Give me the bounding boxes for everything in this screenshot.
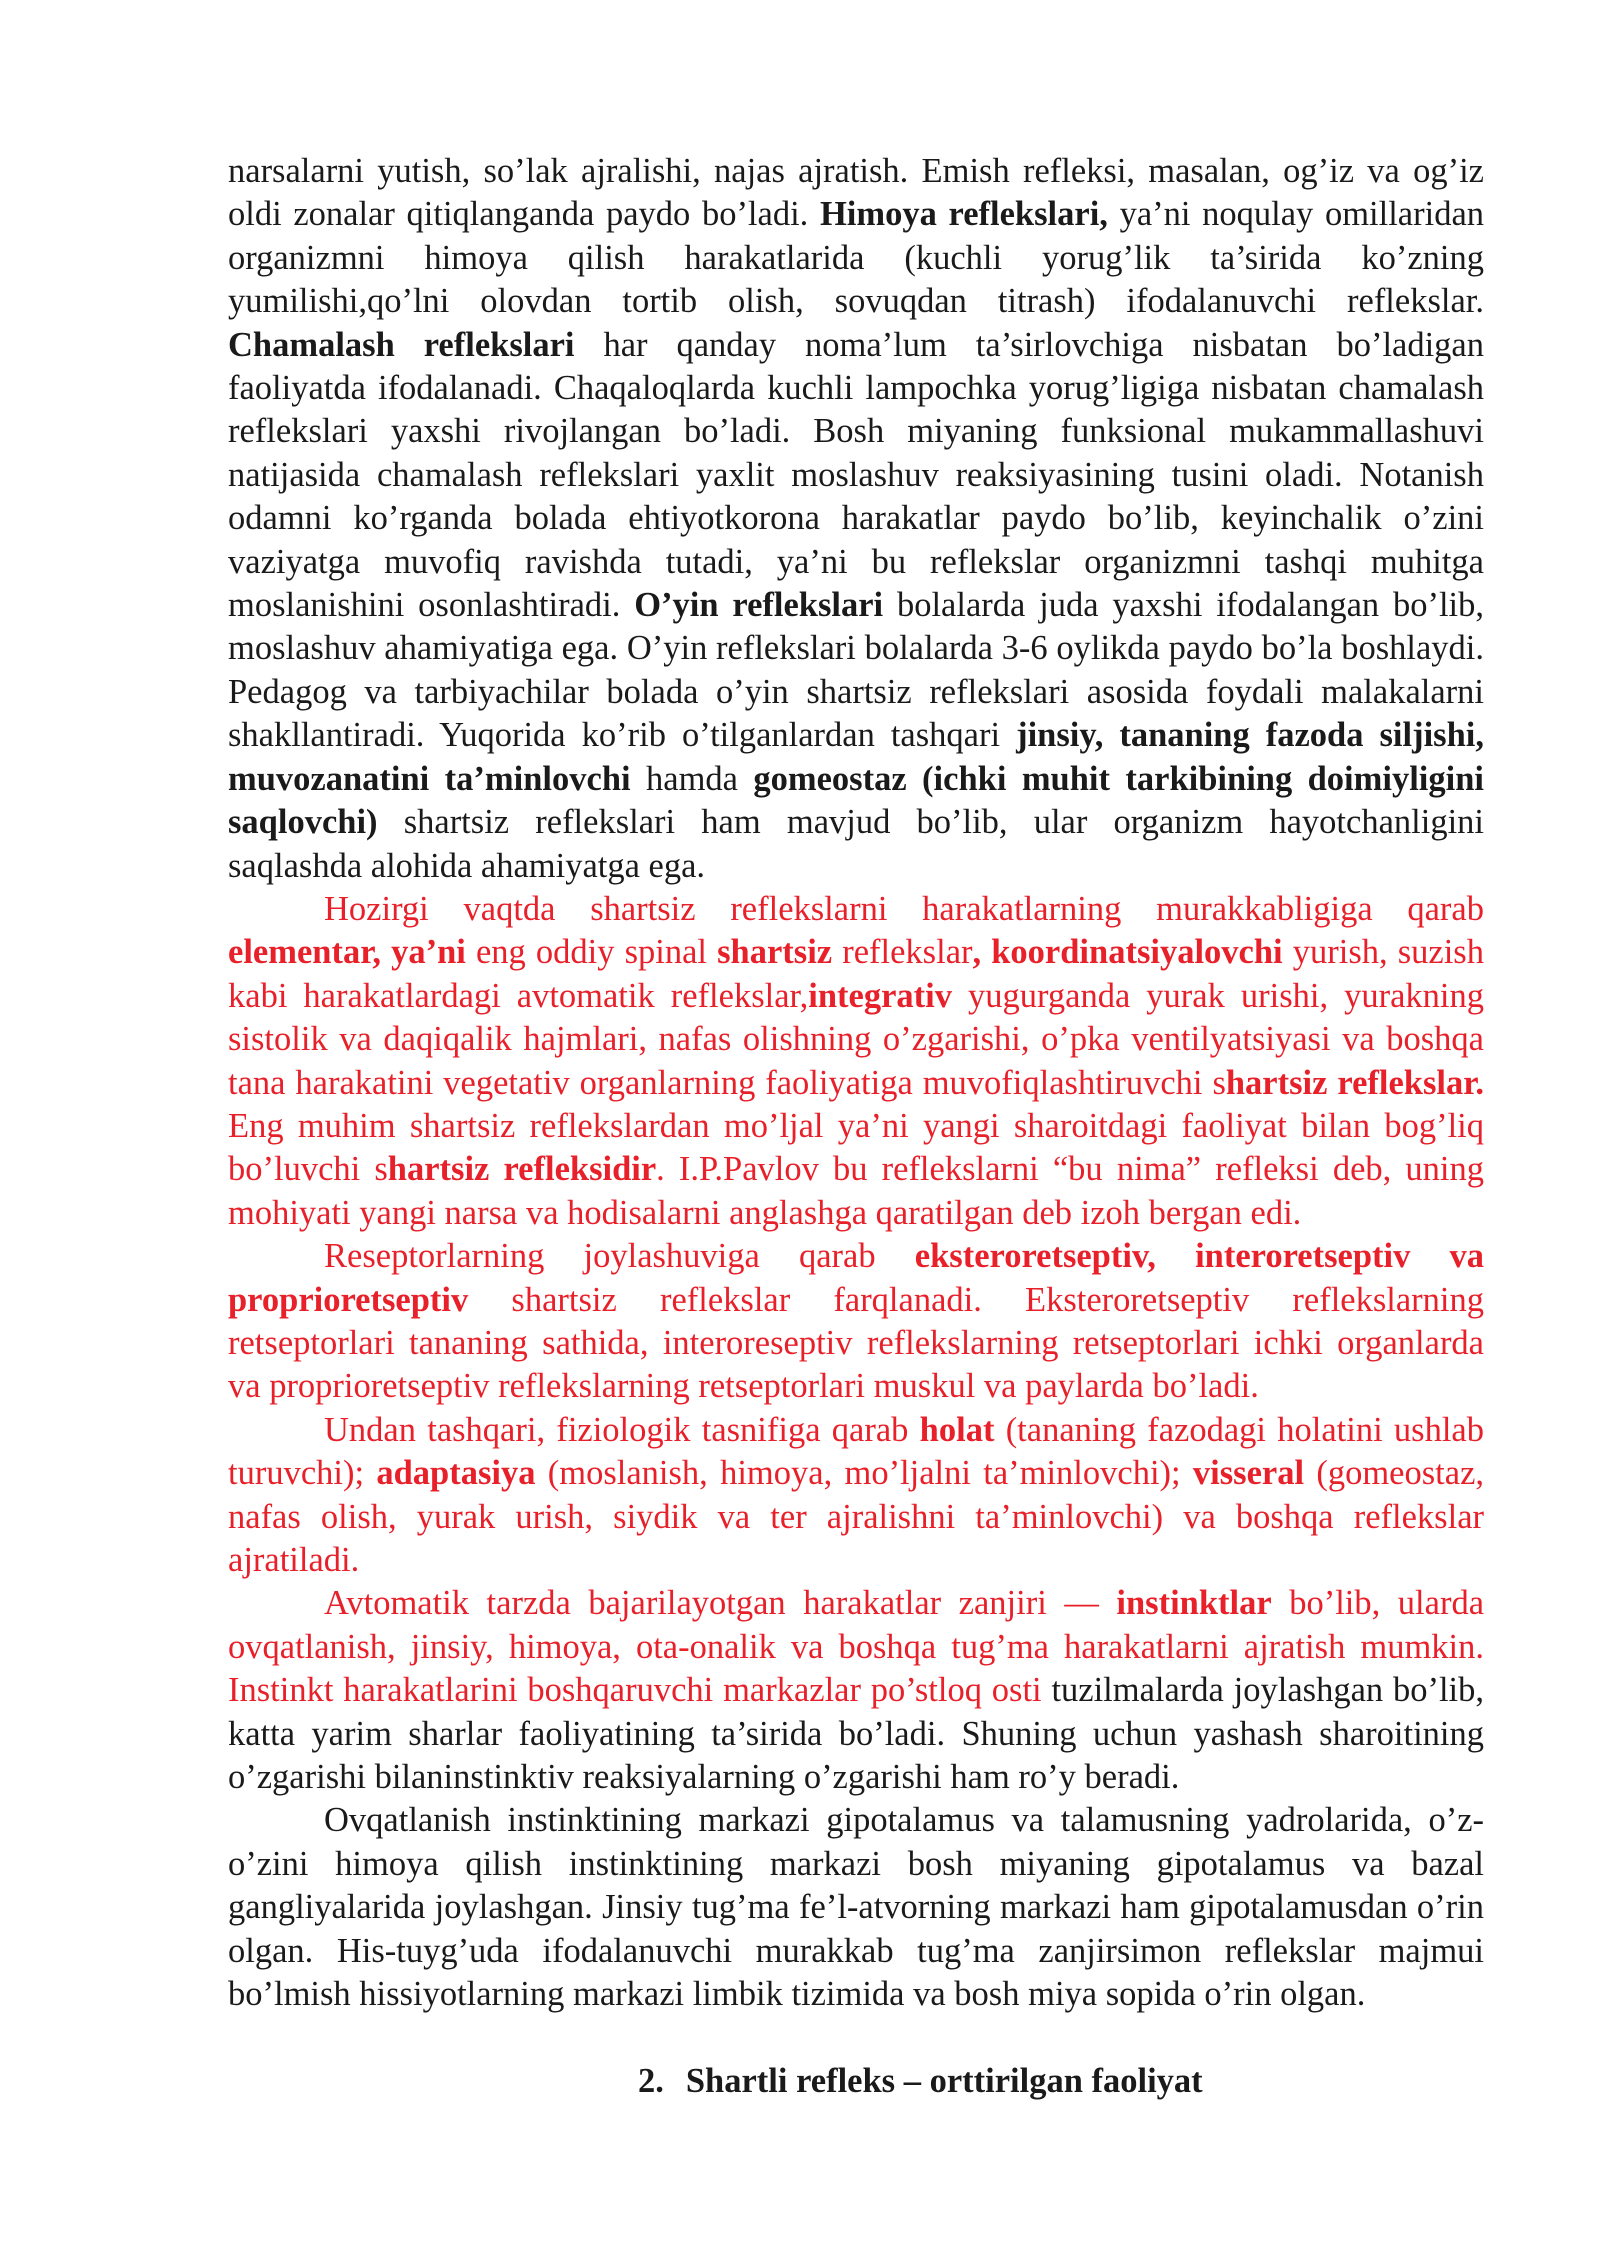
term-visseral: visseral [1192, 1454, 1305, 1493]
term-elementar: elementar, ya’ni [228, 933, 466, 972]
text-run: reflekslar [832, 933, 973, 972]
text-run: Ovqatlanish instinktining markazi gipotalamus va talamusning yadrolarida, o’z-o’zini himoya qilish instinktining markazi bosh miyaning gipotalamus va bazal gangliyalarida joylashgan. Jinsiy tug’ma fe’l-atvorning markazi ham gipotalamusdan o’rin olgan. His-tuyg’uda ifodalanuvchi murakkab tug’ma zanjirsimon reflekslar majmui bo’lmish hissiyotlarning markazi limbik tizimida va bosh miya sopida o’rin olgan. [228, 1801, 1484, 2014]
term-gomeostaz: gomeostaz (ichki muhit tarkibining doimiyligini saqlovchi) [228, 759, 1484, 842]
text-run: Avtomatik tarzda bajarilayotgan harakatlar zanjiri — [324, 1584, 1117, 1623]
text-run: Hozirgi vaqtda shartsiz reflekslarni harakatlarning murakkabligiga qarab [324, 889, 1484, 928]
text-run: bolalarda juda yaxshi ifodalangan bo’lib, moslashuv ahamiyatiga ega. O’yin reflekslari bolalarda 3-6 oylikda paydo bo’la boshlaydi. Pedagog va tarbiyachilar bolada o’yin shartsiz reflekslari asosida foydali malakalarni shakllantiradi. Yuqorida ko’rib o’tilganlardan tashqari [228, 586, 1484, 755]
text-run: Undan tashqari, fiziologik tasnifiga qarab [324, 1410, 920, 1449]
term-adaptasiya: adaptasiya [376, 1454, 536, 1493]
paragraph-instinct-centers [228, 1799, 1484, 2016]
text-run: Reseptorlarning joylashuviga qarab [324, 1237, 915, 1276]
text-run: (gomeostaz, nafas olish, yurak urish, siydik va ter ajralishni ta’minlovchi) va boshqa reflekslar ajratiladi. [228, 1454, 1485, 1579]
term-integrativ: integrativ [808, 976, 952, 1015]
text-run: eng oddiy spinal [465, 933, 718, 972]
text-run: shartsiz reflekslari ham mavjud bo’lib, ular organizm hayotchanligini saqlashda alohida ahamiyatga ega. [228, 803, 1484, 885]
paragraph-reflex-types [228, 150, 1484, 888]
text-run: Eng muhim shartsiz reflekslardan mo’ljal ya’ni yangi sharoitdagi faoliyat bilan bog’liq bo’luvchi s [228, 1106, 1484, 1189]
section-heading [228, 2060, 1484, 2103]
section-number: 2. [638, 2062, 664, 2101]
term-oyin-reflekslari: O’yin reflekslari [634, 586, 884, 625]
text-run: yugurganda yurak urishi, yurakning sistolik va daqiqalik hajmlari, nafas olishning o’zgarishi, o’pka ventilyatsiyasi va boshqa tana harakatini vegetativ organlarning faoliyatiga muvofiqlashtiruvchi s [228, 976, 1485, 1102]
term-jinsiy: jinsiy, tananing fazoda siljishi, muvozanatini ta’minlovchi [228, 716, 1484, 798]
term-koordinatsiyalovchi: , koordinatsiyalovchi [972, 933, 1283, 972]
document-page [228, 150, 1484, 2104]
term-shartsiz: shartsiz [717, 933, 833, 972]
text-run: ya’ni noqulay omillaridan organizmni himoya qilish harakatlarida (kuchli yorug’lik ta’sirida ko’zning yumilishi,qo’lni olovdan tortib olish, sovuqdan titrash) ifodalanuvchi reflekslar. [228, 195, 1485, 321]
section-title: Shartli refleks – orttirilgan faoliyat [685, 2062, 1203, 2101]
text-run: . I.P.Pavlov bu reflekslarni “bu nima” refleksi deb, uning mohiyati yangi narsa va hodisalarni anglashga qaratilgan deb izoh bergan edi. [228, 1150, 1484, 1232]
term-himoya-reflekslari: Himoya reflekslari, [819, 195, 1108, 234]
term-receptor-types: eksteroretseptiv, interoretseptiv va proprioretseptiv [228, 1237, 1484, 1319]
paragraph-complexity-classification [228, 888, 1484, 1235]
term-shartsiz-reflekslar: hartsiz reflekslar. [1225, 1063, 1484, 1102]
text-run: bo’lib, ularda ovqatlanish, jinsiy, himoya, ota-onalik va boshqa tug’ma harakatlarni ajratish mumkin. Instinkt harakatlarini boshqaruvchi markazlar po’stloq osti [228, 1584, 1485, 1710]
term-chamalash-reflekslari: Chamalash reflekslari [228, 325, 575, 364]
text-run: (tananing fazodagi holatini ushlab turuvchi); [228, 1410, 1484, 1493]
text-run: narsalarni yutish, so’lak ajralishi, najas ajratish. Emish refleksi, masalan, og’iz va og’iz oldi zonalar qitiqlanganda paydo bo’ladi. [228, 152, 1484, 234]
paragraph-physiological-classification [228, 1409, 1484, 1583]
text-run: tuzilmalarda joylashgan bo’lib, katta yarim sharlar faoliyatining ta’sirida bo’ladi. Shuning uchun yashash sharoitining o’zgarishi bilaninstinktiv reaksiyalarning o’zgarishi ham ro’y beradi. [228, 1671, 1484, 1797]
text-run: shartsiz reflekslar farqlanadi. Eksteroretseptiv reflekslarning retseptorlari tananing sathida, interoreseptiv reflekslarning retseptorlari ichki organlarda va proprioretseptiv reflekslarning retseptorlari muskul va paylarda bo’ladi. [228, 1280, 1484, 1406]
text-run: har qanday noma’lum ta’sirlovchiga nisbatan bo’ladigan faoliyatda ifodalanadi. Chaqaloqlarda kuchli lampochka yorug’ligiga nisbatan chamalash reflekslari yaxshi rivojlangan bo’ladi. Bosh miyaning funksional mukammallashuvi natijasida chamalash reflekslari yaxlit moslashuv reaksiyasining tusini oladi. Notanish odamni ko’rganda bolada ehtiyotkorona harakatlar paydo bo’lib, keyinchalik o’zini vaziyatga muvofiq ravishda tutadi, ya’ni bu reflekslar organizmni tashqi muhitga moslanishini osonlashtiradi. [228, 325, 1484, 625]
text-run: yurish, suzish kabi harakatlardagi avtomatik reflekslar, [228, 933, 1484, 1015]
text-run: (moslanish, himoya, mo’ljalni ta’minlovchi); [535, 1454, 1193, 1493]
term-holat: holat [919, 1410, 995, 1449]
text-run: hamda [630, 759, 754, 798]
paragraph-instincts [228, 1582, 1484, 1799]
paragraph-receptor-classification [228, 1235, 1484, 1409]
term-instinktlar: instinktlar [1116, 1584, 1272, 1623]
term-shartsiz-refleksidir: hartsiz refleksidir [387, 1150, 657, 1189]
